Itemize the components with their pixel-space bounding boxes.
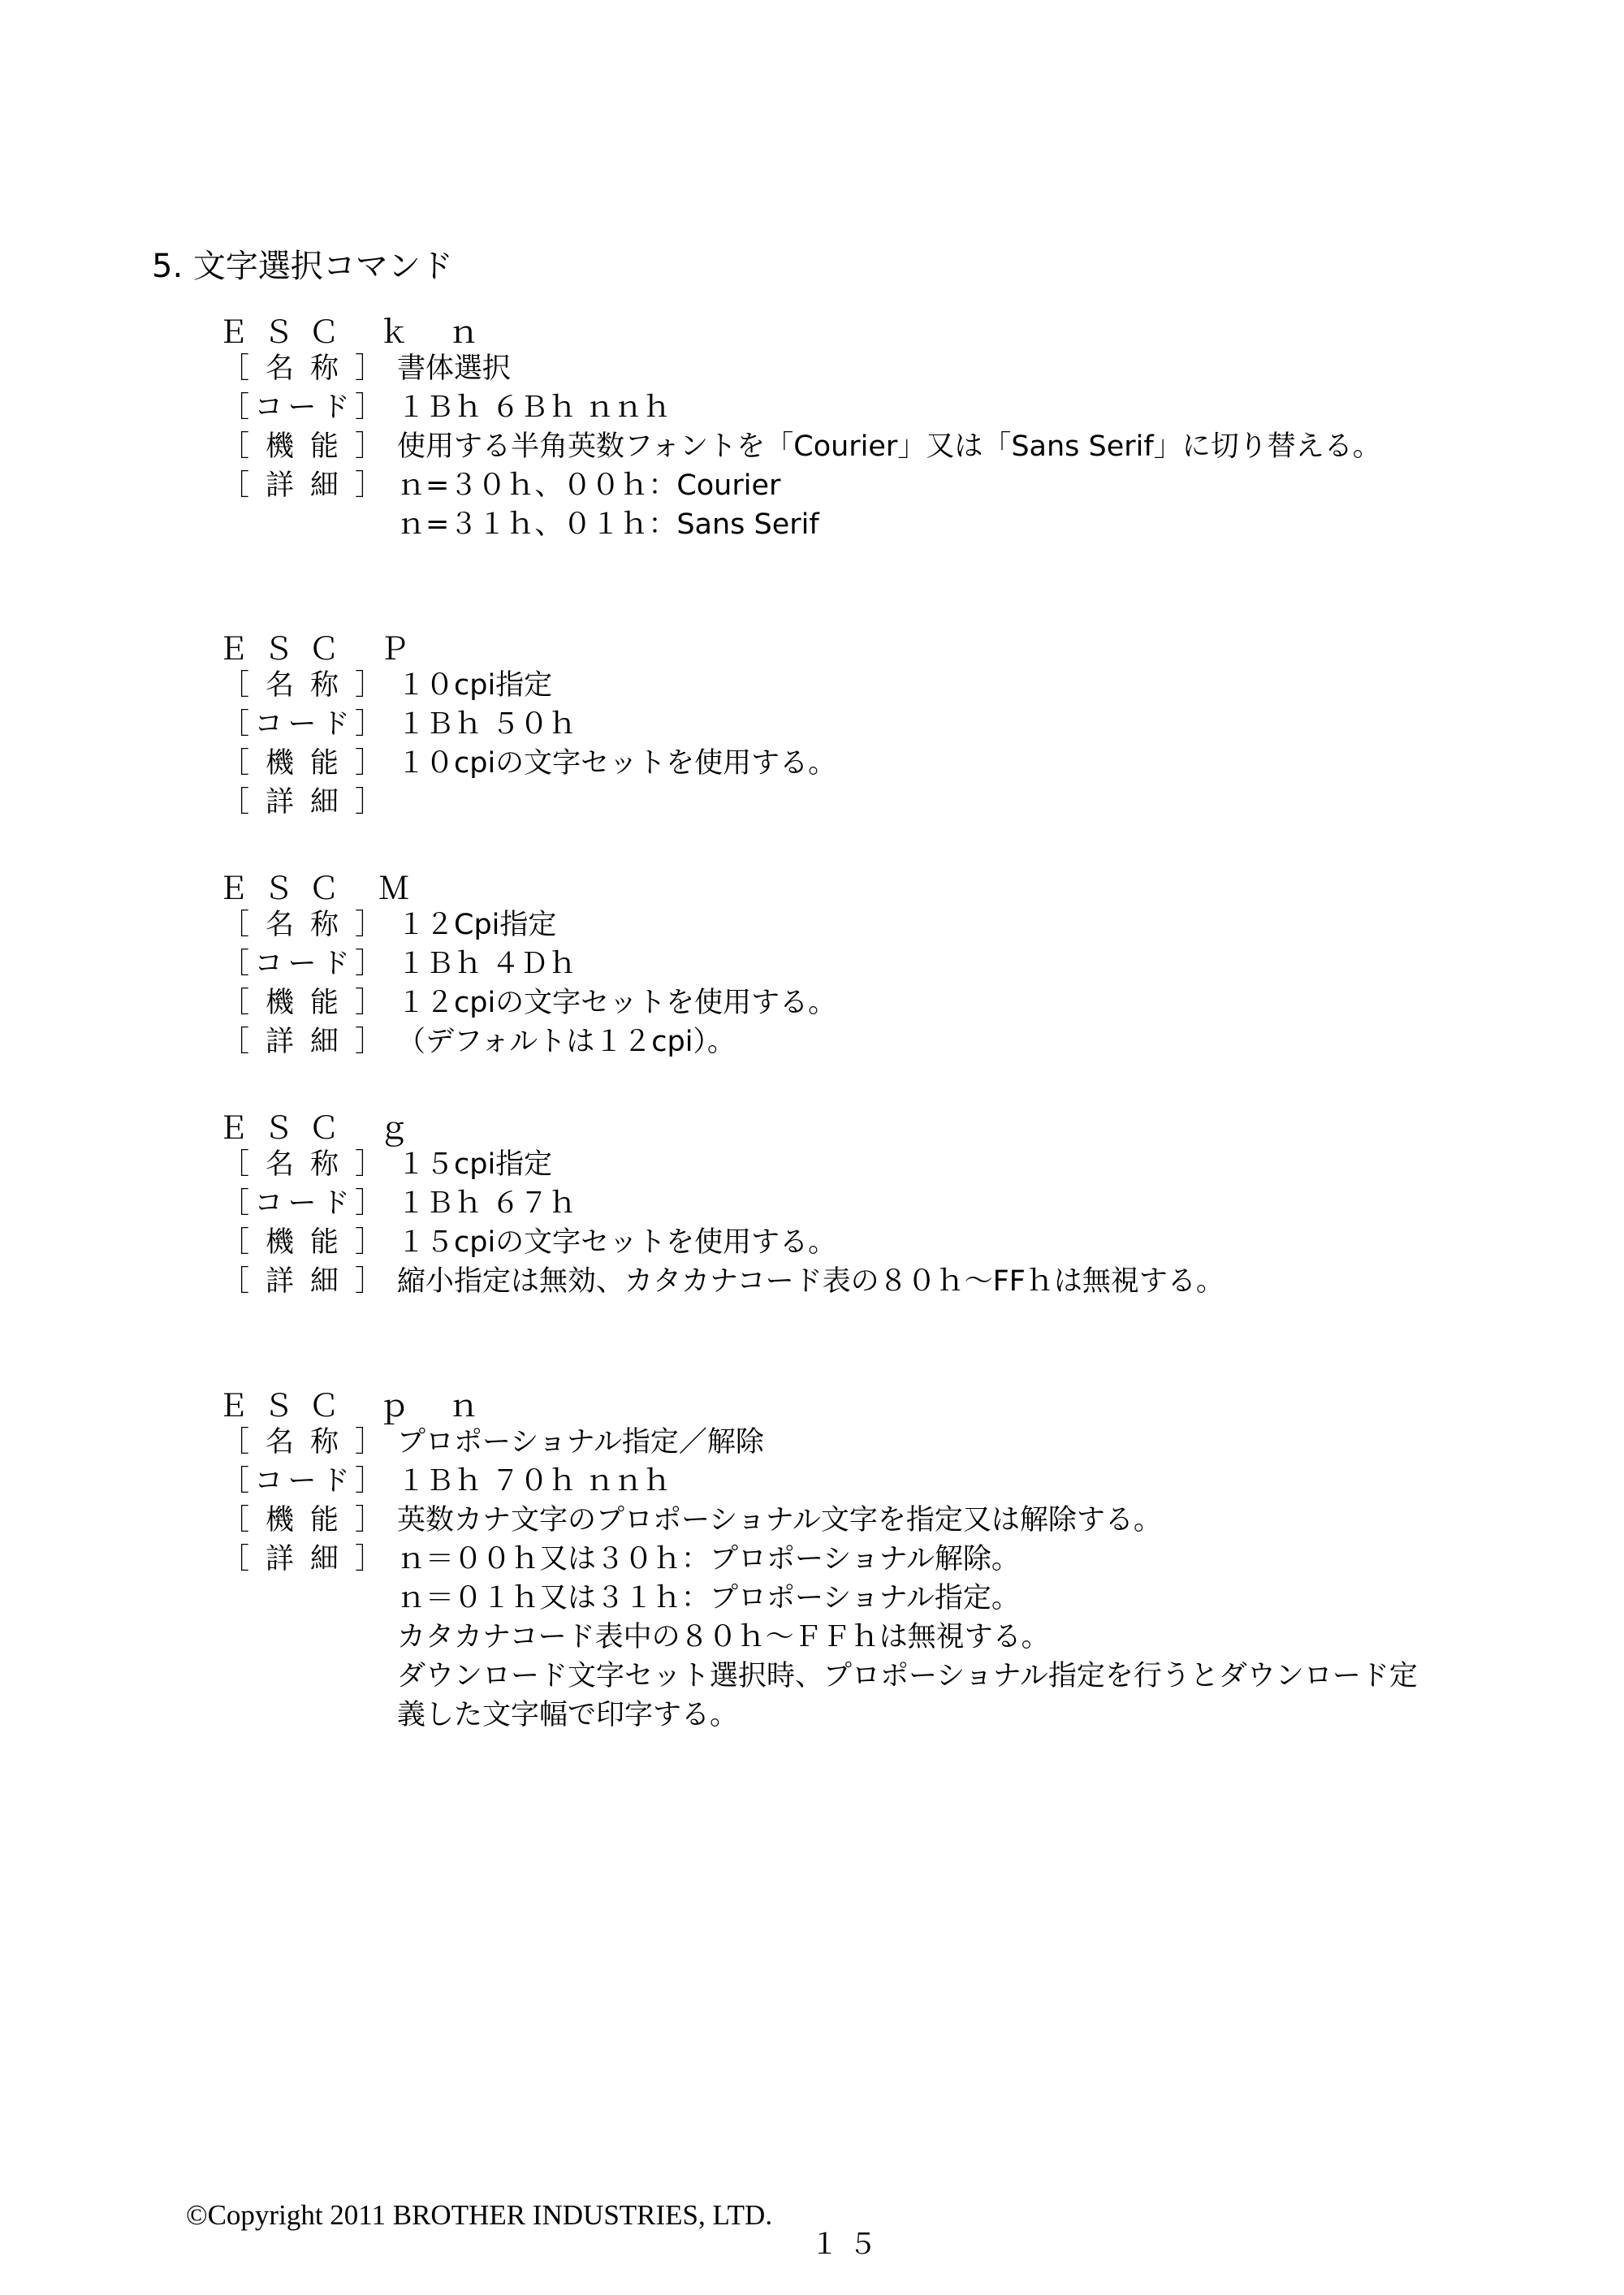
name-label: ［ 名 称 ］ <box>221 909 383 941</box>
name-value: 書体選択 <box>397 352 512 385</box>
function-value: １５cpiの文字セットを使用する。 <box>397 1226 837 1259</box>
code-value: １Ｂｈ ６７ｈ <box>397 1187 577 1220</box>
detail-label: ［ 詳 細 ］ <box>221 1026 383 1058</box>
code-label: ［ コ ー ド ］ <box>221 1187 383 1220</box>
code-label: ［ コ ー ド ］ <box>221 391 383 424</box>
code-label: ［ コ ー ド ］ <box>221 948 383 980</box>
name-label: ［ 名 称 ］ <box>221 352 383 385</box>
function-value: １０cpiの文字セットを使用する。 <box>397 747 837 780</box>
code-value: １Ｂｈ ７０ｈ ｎｎｈ <box>397 1465 672 1498</box>
command-title: ＥＳＣ Ｐ <box>218 631 425 667</box>
detail-continuation: 義した文字幅で印字する。 <box>397 1699 739 1731</box>
name-value: １２Cpi指定 <box>397 909 557 941</box>
detail-label: ［ 詳 細 ］ <box>221 1265 383 1298</box>
function-label: ［ 機 能 ］ <box>221 987 383 1019</box>
detail-continuation: カタカナコード表中の８０ｈ～ＦＦｈは無視する。 <box>397 1621 1050 1653</box>
page-number: １５ <box>810 2228 888 2261</box>
code-value: １Ｂｈ ５０ｈ <box>397 708 577 741</box>
function-value: 使用する半角英数フォントを「Courier」又は「Sans Serif」に切り替える。 <box>397 430 1381 463</box>
name-label: ［ 名 称 ］ <box>221 1426 383 1459</box>
detail-value: ｎ=３０ｈ、００ｈ：Courier <box>397 469 781 502</box>
copyright-notice: ©Copyright 2011 BROTHER INDUSTRIES, LTD. <box>186 2199 773 2231</box>
detail-value: 縮小指定は無効、カタカナコード表の８０ｈ～FFｈは無視する。 <box>397 1265 1224 1298</box>
function-label: ［ 機 能 ］ <box>221 1504 383 1536</box>
name-value: １０cpi指定 <box>397 669 553 702</box>
function-label: ［ 機 能 ］ <box>221 430 383 463</box>
code-value: １Ｂｈ ４Ｄｈ <box>397 948 577 980</box>
function-value: １２cpiの文字セットを使用する。 <box>397 987 837 1019</box>
function-label: ［ 機 能 ］ <box>221 1226 383 1259</box>
detail-label: ［ 詳 細 ］ <box>221 786 383 819</box>
code-label: ［ コ ー ド ］ <box>221 708 383 741</box>
command-title: ＥＳＣ Ｍ <box>218 871 425 906</box>
detail-value: （デフォルトは１２cpi）。 <box>397 1026 736 1058</box>
code-label: ［ コ ー ド ］ <box>221 1465 383 1498</box>
name-value: プロポーショナル指定／解除 <box>397 1426 764 1459</box>
command-title: ＥＳＣ ｐ ｎ <box>218 1388 495 1424</box>
command-title: ＥＳＣ ｋ ｎ <box>218 314 495 350</box>
detail-continuation: ｎ＝０１ｈ又は３１ｈ：プロポーショナル指定。 <box>397 1582 1020 1614</box>
code-value: １Ｂｈ ６Ｂｈ ｎｎｈ <box>397 391 672 424</box>
detail-label: ［ 詳 細 ］ <box>221 469 383 502</box>
command-title: ＥＳＣ ｇ <box>218 1110 425 1146</box>
detail-continuation: ｎ=３１ｈ、０１ｈ：Sans Serif <box>397 508 819 541</box>
section-heading: 5. 文字選択コマンド <box>152 248 453 285</box>
detail-continuation: ダウンロード文字セット選択時、プロポーショナル指定を行うとダウンロード定 <box>397 1660 1418 1692</box>
name-label: ［ 名 称 ］ <box>221 1148 383 1181</box>
function-label: ［ 機 能 ］ <box>221 747 383 780</box>
detail-label: ［ 詳 細 ］ <box>221 1543 383 1575</box>
detail-value: ｎ＝００ｈ又は３０ｈ：プロポーショナル解除。 <box>397 1543 1020 1575</box>
function-value: 英数カナ文字のプロポーショナル文字を指定又は解除する。 <box>397 1504 1162 1536</box>
name-label: ［ 名 称 ］ <box>221 669 383 702</box>
name-value: １５cpi指定 <box>397 1148 553 1181</box>
